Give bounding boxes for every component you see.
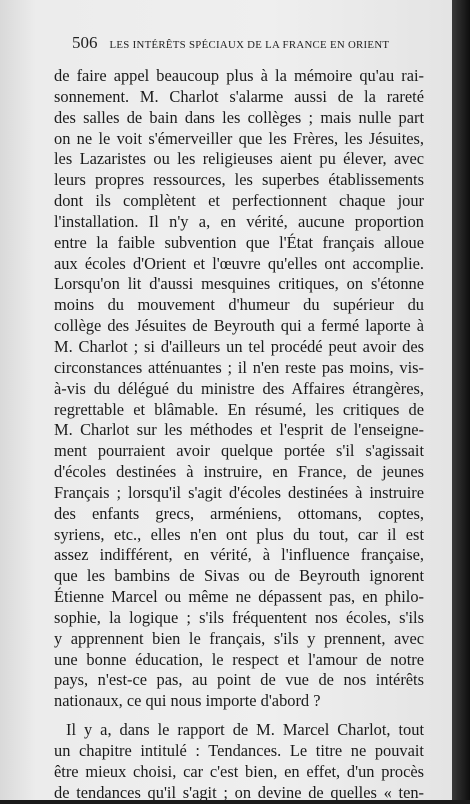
text-line: circonstances atténuantes ; il n'en reste pas moins, vis- [54,357,424,377]
text-line: aux écoles d'Orient et l'œuvre qu'elles ont accomplie. [54,253,424,273]
text-line: M. Charlot ; si d'ailleurs un tel procédé peut avoir des [54,336,424,356]
text-line: de tendances qu'il s'agit ; on devine de quelles « ten- [54,782,424,802]
paragraph-1 [54,66,424,712]
text-line: une bonne éducation, le respect et l'amour de notre [54,649,424,669]
text-line: Français ; lorsqu'il s'agit d'écoles destinées à instruire [54,482,424,502]
text-line: des enfants grecs, arméniens, ottomans, coptes, [54,503,424,523]
text-line: leurs propres ressources, les superbes établissements [54,170,424,190]
text-line: sonnement. M. Charlot s'alarme aussi de la rareté [54,86,424,106]
text-line: Étienne Marcel ou même ne dépassent pas, en philo- [54,587,424,607]
text-line: à-vis du délégué du ministre des Affaires étrangères, [54,378,424,398]
text-line: l'installation. Il n'y a, en vérité, aucune proportion [54,211,424,231]
text-line: être mieux choisi, car c'est bien, en effet, d'un procès [54,761,424,781]
text-line: des salles de bain dans les collèges ; mais nulle part [54,107,424,127]
text-line: assez indifférent, en vérité, à l'influence française, [54,545,424,565]
text-line: de faire appel beaucoup plus à la mémoire qu'au rai- [54,66,424,85]
text-line: y apprennent bien le français, s'ils y prennent, avec [54,628,424,648]
text-line: moins du mouvement d'humeur du supérieur du [54,295,424,315]
text-line: pays, n'est-ce pas, au point de vue de nos intérêts [54,670,424,690]
text-line: M. Charlot sur les méthodes et l'esprit de l'enseigne- [54,420,424,440]
text-line: un chapitre intitulé : Tendances. Le titre ne pouvait [54,741,424,760]
text-line: syriens, etc., elles n'en ont plus du tout, car il est [54,524,424,544]
text-line: regrettable et blâmable. En résumé, les critiques de [54,399,424,419]
text-line: nationaux, ce qui nous importe d'abord ? [54,691,321,711]
text-line: entre la faible subvention que l'État français alloue [54,232,424,252]
text-line: sophie, la logique ; s'ils fréquentent nos écoles, s'ils [54,607,424,627]
text-line: ment pourraient avoir quelque portée s'il s'agissait [54,441,424,461]
text-line: Lorsqu'on lit d'aussi mesquines critiques, on s'étonne [54,274,424,294]
page-edge-shadow [452,0,470,800]
text-line: d'écoles destinées à instruire, en France, de jeunes [54,462,424,482]
text-line: les Lazaristes ou les religieuses aient pu élever, avec [54,149,424,169]
text-line: on ne le voit s'émerveiller que les Frères, les Jésuites, [54,128,424,148]
page-body [54,66,424,804]
text-line: Il y a, dans le rapport de M. Marcel Charlot, tout [66,720,424,740]
page-header [72,33,432,53]
text-line: collège des Jésuites de Beyrouth qui a fermé laporte à [54,316,424,336]
text-line: dont ils complètent et perfectionnent chaque jour [54,191,424,211]
running-title: LES INTÉRÊTS SPÉCIAUX DE LA FRANCE EN ORIENT [109,39,390,51]
page-number: 506 [72,33,98,52]
text-line: que les bambins de Sivas ou de Beyrouth ignorent [54,566,424,586]
paragraph-2 [54,720,424,803]
